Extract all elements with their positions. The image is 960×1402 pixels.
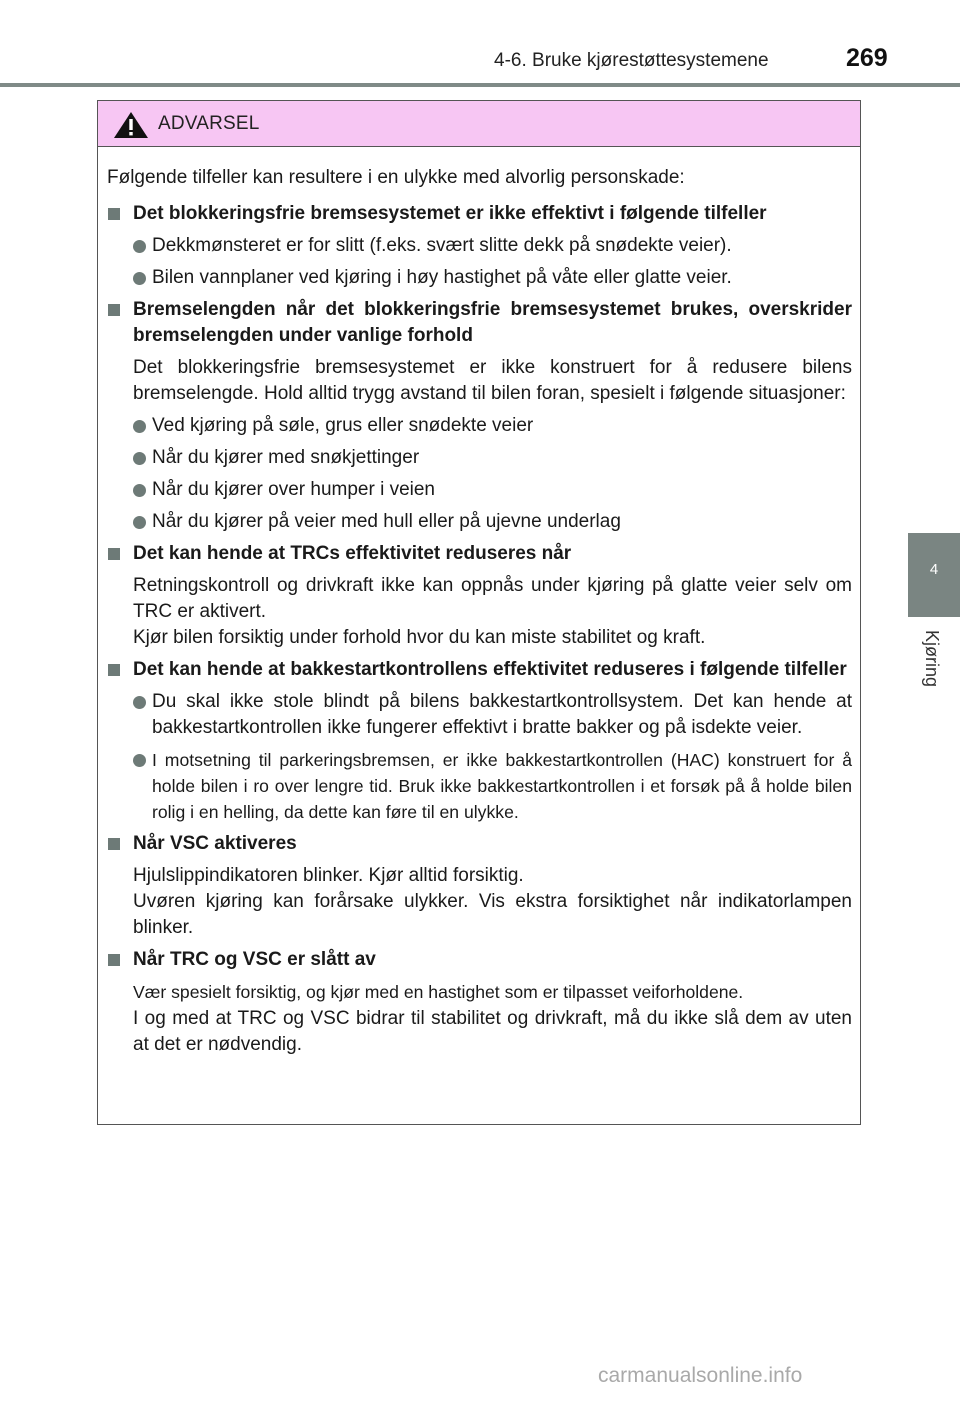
section-trc-vsc-off — [107, 947, 852, 1058]
circle-bullet-icon — [133, 272, 146, 285]
circle-bullet-icon — [133, 484, 146, 497]
square-bullet-icon — [108, 664, 120, 676]
section-vsc — [107, 831, 852, 941]
section-heading: Bremselengden når det blokkeringsfrie bremsesystemet brukes, overskrider bremselengden under vanlige forhold — [107, 297, 852, 349]
section-text: Det blokkeringsfrie bremsesystemet er ikke konstruert for å redusere bilens bremselengde. Hold alltid trygg avstand til bilen foran, spesielt i følgende situasjoner: — [133, 357, 852, 404]
section-abs — [107, 201, 852, 291]
warning-header — [98, 101, 860, 147]
section-hac — [107, 657, 852, 825]
square-bullet-icon — [108, 838, 120, 850]
warning-body — [98, 147, 860, 1058]
section-heading: Når VSC aktiveres — [107, 831, 852, 857]
square-bullet-icon — [108, 548, 120, 560]
circle-bullet-icon — [133, 420, 146, 433]
header-divider — [0, 83, 960, 87]
list-item: Dekkmønsteret er for slitt (f.eks. svært slitte dekk på snødekte veier). — [107, 233, 852, 259]
footer-watermark: carmanualsonline.info — [598, 1364, 803, 1387]
chapter-tab — [908, 533, 960, 617]
warning-box — [97, 100, 861, 1125]
section-text: Retningskontroll og drivkraft ikke kan oppnås under kjøring på glatte veier selv om TRC er aktivert. Kjør bilen forsiktig under forhold hvor du kan miste stabilitet og kraft. — [133, 575, 852, 648]
circle-bullet-icon — [133, 452, 146, 465]
section-braking-distance — [107, 297, 852, 535]
section-text: Hjulslippindikatoren blinker. Kjør alltid forsiktig. Uvøren kjøring kan forårsake ulykker. Vis ekstra forsiktighet når indikatorlampen blinker. — [133, 865, 852, 938]
circle-bullet-icon — [133, 696, 146, 709]
list-item: Når du kjører over humper i veien — [107, 477, 852, 503]
section-text: Vær spesielt forsiktig, og kjør med en hastighet som er tilpasset veiforholdene. I og med at TRC og VSC bidrar til stabilitet og drivkraft, må du ikke slå dem av uten at det er nødvendig. — [133, 982, 852, 1055]
list-item: Når du kjører på veier med hull eller på ujevne underlag — [107, 509, 852, 535]
section-heading: Det kan hende at bakkestartkontrollens effektivitet reduseres i følgende tilfeller — [107, 657, 852, 683]
list-item: I motsetning til parkeringsbremsen, er ikke bakkestartkontrollen (HAC) konstruert for å holde bilen i ro over lengre tid. Bruk ikke bakkestartkontrollen i et forsøk på å holde bilen rolig i en helling, da dette kan føre til en ulykke. — [107, 747, 852, 825]
list-item: Bilen vannplaner ved kjøring i høy hastighet på våte eller glatte veier. — [107, 265, 852, 291]
warning-triangle-icon — [114, 112, 148, 138]
circle-bullet-icon — [133, 240, 146, 253]
warning-title: ADVARSEL — [158, 113, 260, 134]
list-item: Når du kjører med snøkjettinger — [107, 445, 852, 471]
square-bullet-icon — [108, 208, 120, 220]
section-heading: Når TRC og VSC er slått av — [107, 947, 852, 973]
square-bullet-icon — [108, 304, 120, 316]
square-bullet-icon — [108, 954, 120, 966]
section-title: 4-6. Bruke kjørestøttesystemene — [494, 50, 769, 71]
circle-bullet-icon — [133, 754, 146, 767]
section-heading: Det blokkeringsfrie bremsesystemet er ikke effektivt i følgende tilfeller — [107, 201, 852, 227]
chapter-number: 4 — [929, 561, 939, 578]
list-item: Ved kjøring på søle, grus eller snødekte veier — [107, 413, 852, 439]
warning-intro: Følgende tilfeller kan resultere i en ulykke med alvorlig personskade: — [107, 167, 685, 188]
chapter-label: Kjøring — [922, 630, 942, 688]
circle-bullet-icon — [133, 516, 146, 529]
list-item: Du skal ikke stole blindt på bilens bakkestartkontrollsystem. Det kan hende at bakkestartkontrollen ikke fungerer effektivt i bratte bakker og på isdekte veier. — [107, 689, 852, 741]
section-trc — [107, 541, 852, 651]
page-number: 269 — [846, 44, 888, 72]
section-heading: Det kan hende at TRCs effektivitet reduseres når — [107, 541, 852, 567]
